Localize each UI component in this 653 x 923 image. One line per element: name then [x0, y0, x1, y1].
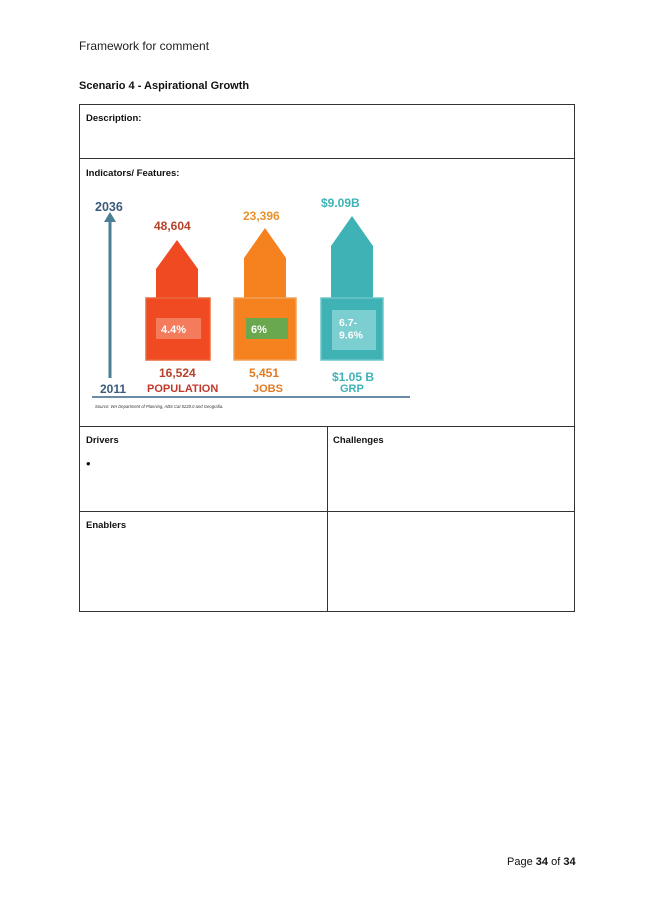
jobs-top-value: 23,396 — [243, 209, 280, 223]
indicators-label: Indicators/ Features: — [86, 168, 180, 179]
challenges-box — [327, 426, 575, 512]
population-top-value: 48,604 — [154, 219, 191, 233]
jobs-base-value: 5,451 — [249, 366, 280, 380]
growth-infographic — [92, 190, 412, 412]
page-prefix: Page — [507, 856, 533, 868]
population-arrow — [156, 240, 198, 298]
running-header: Framework for comment — [79, 39, 210, 53]
grp-label: GRP — [340, 383, 364, 395]
year-start: 2011 — [100, 382, 127, 396]
enablers-box — [79, 511, 328, 612]
page-of: of — [551, 856, 561, 868]
grp-growth: 6.7-9.6% — [339, 317, 363, 342]
population-growth: 4.4% — [161, 324, 187, 336]
drivers-label: Drivers — [86, 435, 119, 446]
year-end: 2036 — [95, 200, 123, 214]
source-note: Source: WA Department of Planning, ABS Cat 5220.0 and Geografia. — [95, 404, 224, 409]
page-number: 34 — [535, 856, 549, 868]
description-box — [79, 104, 575, 159]
page-total: 34 — [563, 856, 576, 868]
drivers-bullet: • — [86, 456, 91, 471]
population-label: POPULATION — [147, 383, 219, 395]
grp-top-value: $9.09B — [321, 196, 360, 210]
drivers-box — [79, 426, 328, 512]
population-base-value: 16,524 — [159, 366, 196, 380]
enablers-right-box — [327, 511, 575, 612]
description-label: Description: — [86, 113, 142, 124]
jobs-growth: 6% — [251, 324, 267, 336]
enablers-label: Enablers — [86, 520, 127, 531]
grp-arrow — [331, 216, 373, 298]
grp-base-value: $1.05 B — [332, 370, 375, 384]
scenario-title: Scenario 4 - Aspirational Growth — [79, 80, 250, 92]
jobs-arrow — [244, 228, 286, 298]
jobs-label: JOBS — [253, 383, 283, 395]
challenges-label: Challenges — [333, 435, 384, 446]
page-footer — [507, 856, 576, 868]
